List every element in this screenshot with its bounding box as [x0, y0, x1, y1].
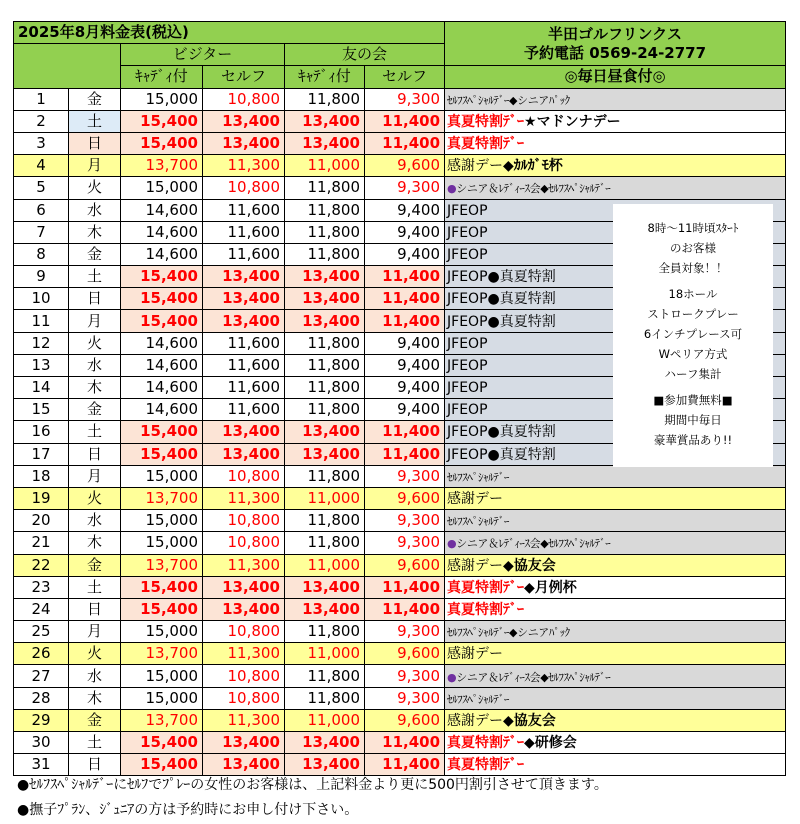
visitor-self-price: 10,800: [203, 88, 285, 110]
weekday: 木: [69, 532, 121, 554]
visitor-self-price: 10,800: [203, 510, 285, 532]
header-blank: [14, 44, 121, 88]
member-self-price: 9,600: [365, 554, 445, 576]
weekday: 土: [69, 421, 121, 443]
weekday: 木: [69, 377, 121, 399]
event-label: JFEOP: [447, 380, 488, 397]
visitor-caddie-price: 15,400: [121, 598, 203, 620]
col-member-self: セルフ: [365, 66, 445, 88]
member-self-price: 11,400: [365, 132, 445, 154]
weekday: 日: [69, 443, 121, 465]
day-number: 5: [14, 177, 69, 199]
event-label: 感謝デー: [447, 491, 504, 508]
visitor-self-price: 11,600: [203, 243, 285, 265]
day-number: 30: [14, 732, 69, 754]
weekday: 水: [69, 354, 121, 376]
day-number: 21: [14, 532, 69, 554]
fee-row: [14, 709, 786, 731]
event-label: 感謝デー: [447, 557, 504, 574]
day-number: 3: [14, 132, 69, 154]
member-caddie-price: 13,400: [285, 754, 365, 776]
visitor-caddie-price: 15,400: [121, 421, 203, 443]
weekday: 金: [69, 243, 121, 265]
club-info: [445, 22, 786, 66]
member-caddie-price: 13,400: [285, 421, 365, 443]
visitor-self-price: 13,400: [203, 310, 285, 332]
weekday: 木: [69, 687, 121, 709]
visitor-self-price: 13,400: [203, 288, 285, 310]
visitor-caddie-price: 14,600: [121, 221, 203, 243]
event-note: [445, 576, 786, 598]
visitor-caddie-price: 15,000: [121, 621, 203, 643]
weekday: 火: [69, 177, 121, 199]
member-caddie-price: 11,000: [285, 155, 365, 177]
visitor-self-price: 13,400: [203, 576, 285, 598]
info-format: ストロークプレー: [647, 307, 739, 321]
event-note: [445, 554, 786, 576]
footer-note-2: ●撫子ﾌﾟﾗﾝ、ｼﾞｭﾆｱの方は予約時にお申し付け下さい。: [17, 802, 359, 818]
member-self-price: 9,400: [365, 221, 445, 243]
footer-notes: [17, 773, 608, 823]
visitor-caddie-price: 15,000: [121, 532, 203, 554]
weekday: 日: [69, 754, 121, 776]
fee-row: [14, 177, 786, 199]
day-number: 9: [14, 266, 69, 288]
visitor-self-price: 10,800: [203, 621, 285, 643]
weekday: 金: [69, 554, 121, 576]
visitor-caddie-price: 13,700: [121, 554, 203, 576]
member-caddie-price: 11,800: [285, 177, 365, 199]
member-self-price: 9,400: [365, 199, 445, 221]
event-label: JFEOP: [447, 357, 488, 374]
visitor-self-price: 10,800: [203, 665, 285, 687]
visitor-caddie-price: 15,400: [121, 110, 203, 132]
visitor-caddie-price: 15,000: [121, 687, 203, 709]
member-self-price: 11,400: [365, 110, 445, 132]
visitor-caddie-price: 14,600: [121, 399, 203, 421]
day-number: 11: [14, 310, 69, 332]
member-caddie-price: 13,400: [285, 732, 365, 754]
visitor-caddie-price: 15,400: [121, 132, 203, 154]
member-caddie-price: 13,400: [285, 132, 365, 154]
event-label: JFEOP●真夏特割: [447, 291, 556, 308]
visitor-self-price: 11,300: [203, 554, 285, 576]
fee-row: [14, 510, 786, 532]
info-free: ■参加費無料■: [653, 393, 733, 407]
open-competition-info: [613, 204, 773, 467]
weekday: 月: [69, 621, 121, 643]
weekday: 土: [69, 576, 121, 598]
visitor-self-price: 11,600: [203, 332, 285, 354]
visitor-caddie-price: 14,600: [121, 354, 203, 376]
event-small-label: ｾﾙﾌｽﾍﾟｼｬﾙﾃﾞｰ: [447, 515, 510, 529]
day-number: 27: [14, 665, 69, 687]
event-label: JFEOP●真夏特割: [447, 446, 556, 463]
event-extra: ◆ｶﾙｶﾞﾓ杯: [503, 158, 563, 175]
member-self-price: 9,400: [365, 377, 445, 399]
visitor-self-price: 11,300: [203, 709, 285, 731]
weekday: 月: [69, 465, 121, 487]
visitor-caddie-price: 14,600: [121, 377, 203, 399]
visitor-self-price: 10,800: [203, 177, 285, 199]
member-caddie-price: 11,800: [285, 377, 365, 399]
member-self-price: 11,400: [365, 576, 445, 598]
info-prizes: 豪華賞品あり!!: [653, 433, 733, 447]
weekday: 金: [69, 399, 121, 421]
weekday: 水: [69, 510, 121, 532]
event-small-label: シニア＆ﾚﾃﾞｨｰｽ会◆ｾﾙﾌｽﾍﾟｼｬﾙﾃﾞｰ: [456, 537, 611, 551]
event-small-label: シニア＆ﾚﾃﾞｨｰｽ会◆ｾﾙﾌｽﾍﾟｼｬﾙﾃﾞｰ: [456, 182, 611, 196]
event-extra: ★マドンナデー: [524, 113, 621, 130]
fee-row: [14, 132, 786, 154]
visitor-self-price: 11,600: [203, 221, 285, 243]
visitor-self-price: 11,300: [203, 155, 285, 177]
day-number: 29: [14, 709, 69, 731]
fee-row: [14, 88, 786, 110]
sheet-title: 2025年8月料金表(税込): [14, 22, 445, 44]
weekday: 日: [69, 598, 121, 620]
info-line2: のお客様: [670, 241, 716, 255]
member-caddie-price: 11,000: [285, 709, 365, 731]
info-half: ハーフ集計: [664, 367, 722, 381]
day-number: 10: [14, 288, 69, 310]
event-bullet-icon: ●: [447, 537, 457, 551]
event-small-label: ｾﾙﾌｽﾍﾟｼｬﾙﾃﾞｰ: [447, 470, 510, 484]
fee-row: [14, 465, 786, 487]
visitor-self-price: 13,400: [203, 443, 285, 465]
member-caddie-price: 11,000: [285, 487, 365, 509]
visitor-self-price: 13,400: [203, 132, 285, 154]
member-self-price: 9,600: [365, 709, 445, 731]
visitor-self-price: 13,400: [203, 110, 285, 132]
event-note: [445, 88, 786, 110]
member-self-price: 11,400: [365, 754, 445, 776]
info-place: 6インチプレース可: [643, 327, 743, 341]
member-self-price: 11,400: [365, 732, 445, 754]
event-bullet-icon: ●: [447, 182, 457, 196]
member-self-price: 11,400: [365, 288, 445, 310]
member-self-price: 9,300: [365, 621, 445, 643]
visitor-caddie-price: 15,000: [121, 510, 203, 532]
weekday: 土: [69, 732, 121, 754]
day-number: 1: [14, 88, 69, 110]
visitor-self-price: 11,300: [203, 643, 285, 665]
visitor-caddie-price: 15,400: [121, 288, 203, 310]
event-label: JFEOP●真夏特割: [447, 424, 556, 441]
day-number: 19: [14, 487, 69, 509]
visitor-self-price: 13,400: [203, 732, 285, 754]
event-note: [445, 110, 786, 132]
visitor-caddie-price: 13,700: [121, 643, 203, 665]
group-visitor: ビジター: [121, 44, 285, 66]
visitor-caddie-price: 15,400: [121, 266, 203, 288]
event-label: 真夏特割ﾃﾞｰ: [447, 113, 525, 130]
fee-row: [14, 621, 786, 643]
event-label: JFEOP: [447, 402, 488, 419]
visitor-caddie-price: 15,400: [121, 732, 203, 754]
member-self-price: 9,300: [365, 665, 445, 687]
member-caddie-price: 11,800: [285, 243, 365, 265]
member-self-price: 9,400: [365, 354, 445, 376]
member-caddie-price: 11,800: [285, 332, 365, 354]
visitor-self-price: 11,300: [203, 487, 285, 509]
fee-row: [14, 554, 786, 576]
weekday: 月: [69, 310, 121, 332]
day-number: 8: [14, 243, 69, 265]
event-label: 真夏特割ﾃﾞｰ: [447, 757, 525, 774]
info-holes: 18ホール: [668, 287, 718, 301]
member-caddie-price: 11,800: [285, 399, 365, 421]
member-caddie-price: 11,800: [285, 532, 365, 554]
event-extra: ◆協友会: [503, 712, 556, 729]
event-note: [445, 621, 786, 643]
event-bullet-icon: ●: [447, 670, 457, 684]
event-note: [445, 643, 786, 665]
member-self-price: 9,300: [365, 687, 445, 709]
day-number: 7: [14, 221, 69, 243]
visitor-self-price: 13,400: [203, 598, 285, 620]
visitor-caddie-price: 15,400: [121, 310, 203, 332]
member-self-price: 9,600: [365, 487, 445, 509]
member-self-price: 9,300: [365, 510, 445, 532]
member-self-price: 11,400: [365, 598, 445, 620]
weekday: 水: [69, 199, 121, 221]
event-label: 真夏特割ﾃﾞｰ: [447, 136, 525, 153]
event-small-label: ｾﾙﾌｽﾍﾟｼｬﾙﾃﾞｰ: [447, 692, 510, 706]
member-self-price: 9,600: [365, 155, 445, 177]
visitor-caddie-price: 15,400: [121, 754, 203, 776]
day-number: 4: [14, 155, 69, 177]
event-note: [445, 732, 786, 754]
member-self-price: 11,400: [365, 421, 445, 443]
weekday: 金: [69, 709, 121, 731]
member-self-price: 9,300: [365, 532, 445, 554]
event-label: 感謝デー: [447, 158, 504, 175]
day-number: 20: [14, 510, 69, 532]
member-caddie-price: 13,400: [285, 576, 365, 598]
visitor-caddie-price: 14,600: [121, 199, 203, 221]
club-name: 半田ゴルフリンクス: [548, 24, 682, 43]
day-number: 25: [14, 621, 69, 643]
event-small-label: シニア＆ﾚﾃﾞｨｰｽ会◆ｾﾙﾌｽﾍﾟｼｬﾙﾃﾞｰ: [456, 670, 611, 684]
day-number: 23: [14, 576, 69, 598]
visitor-caddie-price: 15,000: [121, 177, 203, 199]
visitor-caddie-price: 14,600: [121, 243, 203, 265]
member-self-price: 9,300: [365, 465, 445, 487]
member-self-price: 11,400: [365, 266, 445, 288]
member-caddie-price: 11,800: [285, 88, 365, 110]
member-caddie-price: 13,400: [285, 443, 365, 465]
visitor-caddie-price: 15,400: [121, 443, 203, 465]
weekday: 日: [69, 288, 121, 310]
event-note: [445, 465, 786, 487]
visitor-self-price: 10,800: [203, 532, 285, 554]
event-label: JFEOP●真夏特割: [447, 313, 556, 330]
weekday: 木: [69, 221, 121, 243]
day-number: 13: [14, 354, 69, 376]
weekday: 土: [69, 110, 121, 132]
member-self-price: 11,400: [365, 310, 445, 332]
member-self-price: 9,400: [365, 332, 445, 354]
event-note: [445, 177, 786, 199]
member-caddie-price: 13,400: [285, 110, 365, 132]
visitor-self-price: 13,400: [203, 421, 285, 443]
group-member: 友の会: [285, 44, 445, 66]
visitor-self-price: 13,400: [203, 266, 285, 288]
visitor-caddie-price: 15,000: [121, 665, 203, 687]
visitor-caddie-price: 15,400: [121, 576, 203, 598]
visitor-self-price: 11,600: [203, 377, 285, 399]
weekday: 土: [69, 266, 121, 288]
member-caddie-price: 13,400: [285, 288, 365, 310]
day-number: 16: [14, 421, 69, 443]
weekday: 火: [69, 643, 121, 665]
weekday: 火: [69, 487, 121, 509]
visitor-caddie-price: 13,700: [121, 487, 203, 509]
event-note: [445, 155, 786, 177]
member-self-price: 11,400: [365, 443, 445, 465]
visitor-self-price: 11,600: [203, 399, 285, 421]
fee-row: [14, 665, 786, 687]
visitor-self-price: 11,600: [203, 199, 285, 221]
visitor-self-price: 10,800: [203, 465, 285, 487]
event-label: JFEOP: [447, 202, 488, 219]
day-number: 17: [14, 443, 69, 465]
fee-row: [14, 110, 786, 132]
event-label: 感謝デー: [447, 646, 504, 663]
info-start: 8時～11時頃ｽﾀｰﾄ: [647, 221, 739, 235]
event-note: [445, 132, 786, 154]
day-number: 2: [14, 110, 69, 132]
event-small-label: ｾﾙﾌｽﾍﾟｼｬﾙﾃﾞｰ◆シニアﾊﾟｯｸ: [447, 93, 570, 107]
fee-row: [14, 687, 786, 709]
event-label: JFEOP: [447, 224, 488, 241]
event-note: [445, 487, 786, 509]
weekday: 月: [69, 155, 121, 177]
event-label: 真夏特割ﾃﾞｰ: [447, 601, 525, 618]
fee-row: [14, 487, 786, 509]
lunch-note: ◎毎日昼食付◎: [445, 66, 786, 88]
col-visitor-self: セルフ: [203, 66, 285, 88]
fee-row: [14, 598, 786, 620]
fee-row: [14, 576, 786, 598]
member-caddie-price: 11,000: [285, 643, 365, 665]
weekday: 日: [69, 132, 121, 154]
member-caddie-price: 13,400: [285, 598, 365, 620]
member-self-price: 9,400: [365, 399, 445, 421]
visitor-caddie-price: 14,600: [121, 332, 203, 354]
visitor-caddie-price: 15,000: [121, 88, 203, 110]
visitor-self-price: 13,400: [203, 754, 285, 776]
day-number: 6: [14, 199, 69, 221]
weekday: 水: [69, 665, 121, 687]
fee-row: [14, 155, 786, 177]
weekday: 火: [69, 332, 121, 354]
day-number: 14: [14, 377, 69, 399]
visitor-caddie-price: 13,700: [121, 709, 203, 731]
member-caddie-price: 11,800: [285, 199, 365, 221]
col-member-caddie: ｷｬﾃﾞｨ付: [285, 66, 365, 88]
info-daily: 期間中毎日: [664, 413, 722, 427]
member-caddie-price: 13,400: [285, 310, 365, 332]
event-label: JFEOP: [447, 335, 488, 352]
fee-row: [14, 532, 786, 554]
event-extra: ◆研修会: [524, 735, 577, 752]
event-note: [445, 532, 786, 554]
day-number: 18: [14, 465, 69, 487]
info-peoria: Wペリア方式: [658, 347, 728, 361]
event-note: [445, 687, 786, 709]
day-number: 31: [14, 754, 69, 776]
day-number: 24: [14, 598, 69, 620]
member-caddie-price: 11,800: [285, 687, 365, 709]
visitor-self-price: 10,800: [203, 687, 285, 709]
fee-row: [14, 643, 786, 665]
day-number: 26: [14, 643, 69, 665]
event-label: 感謝デー: [447, 712, 504, 729]
event-label: 真夏特割ﾃﾞｰ: [447, 579, 525, 596]
day-number: 15: [14, 399, 69, 421]
footer-note-1: ●ｾﾙﾌｽﾍﾟｼｬﾙﾃﾞｰにｾﾙﾌでﾌﾟﾚｰの女性のお客様は、上記料金より更に500円割引させて頂きます。: [17, 777, 608, 793]
member-self-price: 9,300: [365, 177, 445, 199]
event-note: [445, 709, 786, 731]
price-sheet: [13, 21, 785, 776]
event-extra: ◆協友会: [503, 557, 556, 574]
col-visitor-caddie: ｷｬﾃﾞｨ付: [121, 66, 203, 88]
day-number: 12: [14, 332, 69, 354]
event-small-label: ｾﾙﾌｽﾍﾟｼｬﾙﾃﾞｰ◆シニアﾊﾟｯｸ: [447, 626, 570, 640]
event-label: JFEOP●真夏特割: [447, 269, 556, 286]
member-self-price: 9,400: [365, 243, 445, 265]
event-note: [445, 598, 786, 620]
visitor-self-price: 11,600: [203, 354, 285, 376]
member-caddie-price: 11,800: [285, 465, 365, 487]
day-number: 28: [14, 687, 69, 709]
member-caddie-price: 13,400: [285, 266, 365, 288]
weekday: 金: [69, 88, 121, 110]
day-number: 22: [14, 554, 69, 576]
event-extra: ◆月例杯: [524, 579, 577, 596]
member-caddie-price: 11,800: [285, 221, 365, 243]
member-self-price: 9,600: [365, 643, 445, 665]
event-note: [445, 665, 786, 687]
member-caddie-price: 11,000: [285, 554, 365, 576]
reservation-phone: 予約電話 0569-24-2777: [524, 43, 707, 62]
visitor-caddie-price: 15,000: [121, 465, 203, 487]
member-caddie-price: 11,800: [285, 665, 365, 687]
event-label: 真夏特割ﾃﾞｰ: [447, 735, 525, 752]
member-caddie-price: 11,800: [285, 510, 365, 532]
event-note: [445, 510, 786, 532]
fee-row: [14, 732, 786, 754]
member-caddie-price: 11,800: [285, 621, 365, 643]
member-self-price: 9,300: [365, 88, 445, 110]
event-label: JFEOP: [447, 246, 488, 263]
visitor-caddie-price: 13,700: [121, 155, 203, 177]
info-line3: 全員対象！！: [658, 261, 728, 275]
member-caddie-price: 11,800: [285, 354, 365, 376]
